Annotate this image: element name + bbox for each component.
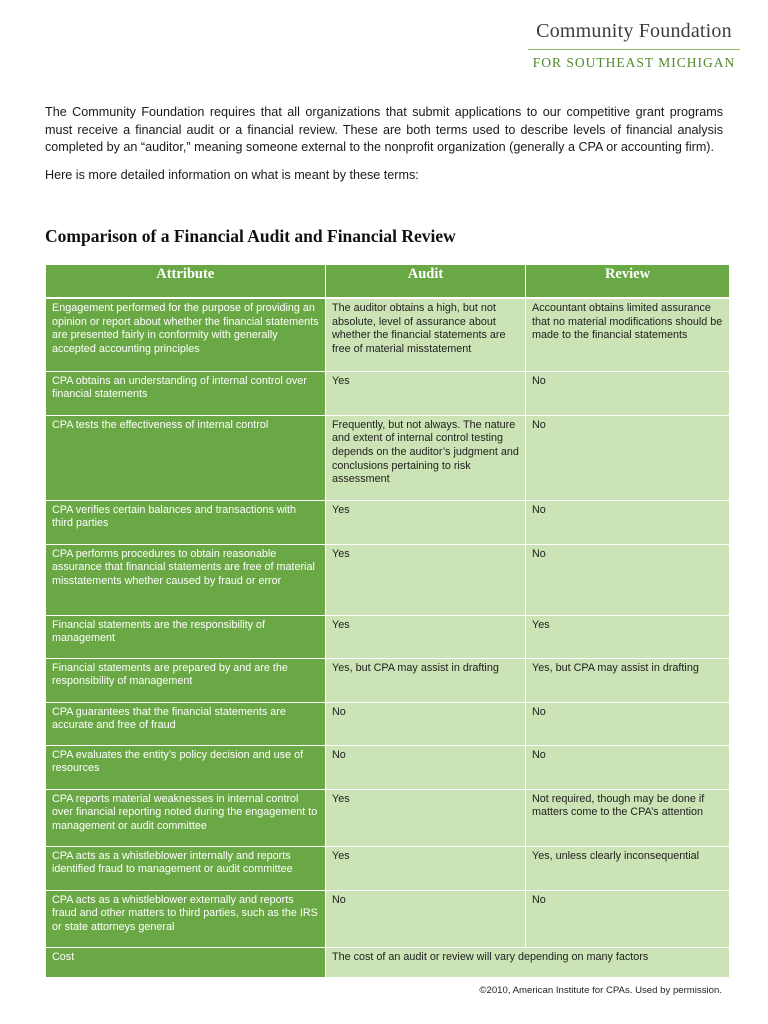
audit-cell: Yes [326, 500, 526, 544]
comparison-table [45, 265, 730, 978]
table-row [46, 789, 730, 846]
table-row [46, 500, 730, 544]
attribute-cell: CPA acts as a whistleblower externally and reports fraud and other matters to third parties, such as the IRS or state attorneys general [46, 890, 326, 947]
intro-paragraph-1: The Community Foundation requires that all organizations that submit applications to our competitive grant programs must receive a financial audit or a financial review. These are both terms used to describe levels of financial analysis completed by an “auditor,” meaning someone external to the nonprofit organization (generally a CPA or accounting firm). [45, 105, 723, 154]
attribute-cell: CPA evaluates the entity’s policy decision and use of resources [46, 745, 326, 789]
table-row [46, 890, 730, 947]
intro-paragraph-2: Here is more detailed information on what is meant by these terms: [45, 167, 419, 182]
table-row [46, 615, 730, 658]
table-row [46, 745, 730, 789]
attribute-cell: Engagement performed for the purpose of providing an opinion or report about whether the financial statements are presented fairly in conformity with generally accepted accounting principles [46, 298, 326, 371]
logo-divider [528, 49, 740, 50]
table-row [46, 298, 730, 371]
table-row [46, 415, 730, 500]
audit-cell: The auditor obtains a high, but not absolute, level of assurance about whether the financial statements are free of material misstatement [326, 298, 526, 371]
table-row [46, 702, 730, 745]
table-row [46, 846, 730, 890]
audit-cell: Frequently, but not always. The nature and extent of internal control testing depends on the auditor’s judgment and conclusions pertaining to risk assessment [326, 415, 526, 500]
table-row [46, 544, 730, 615]
review-cell: Not required, though may be done if matters come to the CPA’s attention [526, 789, 730, 846]
review-cell: Yes [526, 615, 730, 658]
attribute-cell: Financial statements are the responsibility of management [46, 615, 326, 658]
attribute-cell: CPA reports material weaknesses in internal control over financial reporting noted during the engagement to management or audit committee [46, 789, 326, 846]
page-title: Comparison of a Financial Audit and Financial Review [45, 226, 456, 246]
table-header-row [46, 265, 730, 298]
header-review: Review [526, 265, 730, 298]
audit-cell: No [326, 745, 526, 789]
review-cell: Accountant obtains limited assurance that no material modifications should be made to the financial statements [526, 298, 730, 371]
attribute-cell: CPA verifies certain balances and transactions with third parties [46, 500, 326, 544]
review-cell: No [526, 500, 730, 544]
table-row-cost [46, 947, 730, 977]
review-cell: No [526, 702, 730, 745]
audit-cell: No [326, 890, 526, 947]
review-cell: Yes, but CPA may assist in drafting [526, 658, 730, 702]
audit-cell: Yes [326, 544, 526, 615]
audit-cell: Yes [326, 846, 526, 890]
audit-cell: Yes, but CPA may assist in drafting [326, 658, 526, 702]
audit-cell: Yes [326, 789, 526, 846]
attribute-cell: CPA tests the effectiveness of internal control [46, 415, 326, 500]
attribute-cell: CPA guarantees that the financial statements are accurate and free of fraud [46, 702, 326, 745]
audit-cell: Yes [326, 371, 526, 415]
review-cell: Yes, unless clearly inconsequential [526, 846, 730, 890]
review-cell: No [526, 415, 730, 500]
table-row [46, 658, 730, 702]
logo-title: Community Foundation [536, 20, 732, 42]
table-row [46, 371, 730, 415]
review-cell: No [526, 544, 730, 615]
copyright-footer: ©2010, American Institute for CPAs. Used by permission. [479, 985, 722, 996]
audit-cell: No [326, 702, 526, 745]
attribute-cell: CPA acts as a whistleblower internally and reports identified fraud to management or audit committee [46, 846, 326, 890]
logo-subtitle: FOR SOUTHEAST MICHIGAN [532, 55, 736, 70]
intro-text [45, 104, 723, 194]
attribute-cell: CPA performs procedures to obtain reasonable assurance that financial statements are free of material misstatements whether caused by fraud or error [46, 544, 326, 615]
cost-value-cell: The cost of an audit or review will vary depending on many factors [326, 947, 730, 977]
cost-label-cell: Cost [46, 947, 326, 977]
header-attribute: Attribute [46, 265, 326, 298]
attribute-cell: CPA obtains an understanding of internal control over financial statements [46, 371, 326, 415]
review-cell: No [526, 745, 730, 789]
attribute-cell: Financial statements are prepared by and are the responsibility of management [46, 658, 326, 702]
header-audit: Audit [326, 265, 526, 298]
audit-cell: Yes [326, 615, 526, 658]
review-cell: No [526, 371, 730, 415]
logo [528, 20, 740, 71]
review-cell: No [526, 890, 730, 947]
